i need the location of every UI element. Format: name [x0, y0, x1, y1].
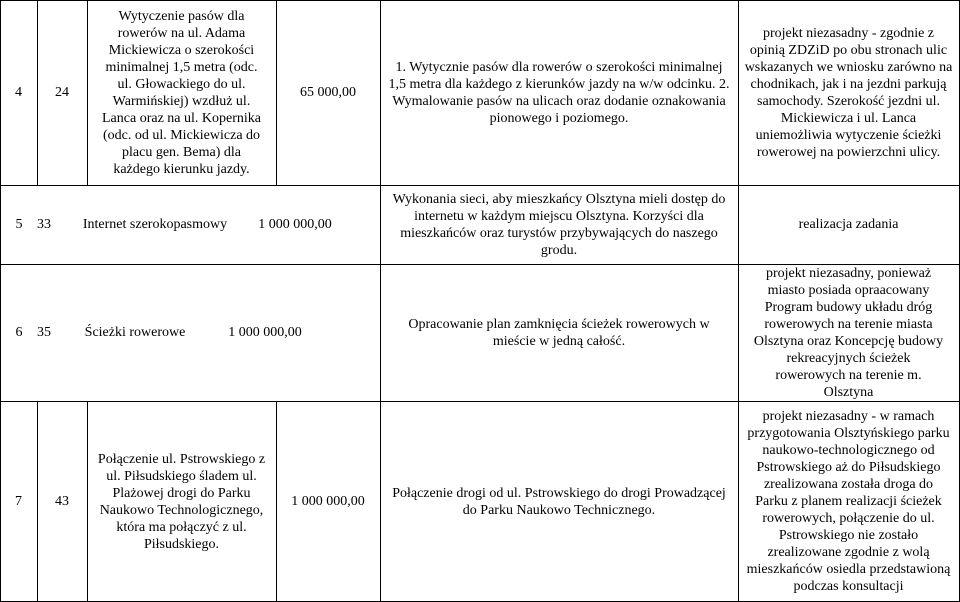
project-id: 24: [55, 85, 69, 100]
row-number: 5: [15, 217, 23, 232]
table-row: [380, 401, 738, 602]
table-row: [0, 0, 37, 185]
project-assessment: projekt niezasadny - zgodnie z opinią ZDZiD po obu stronach ulic wskazanych we wniosku zarówno na chodnikach, jak i na jezdni parkują samochody. Szerokość jezdni ul. Mickiewicza i ul. Lanca uniemożliwia wytyczenie ścieżki rowerowej na powierzchni ulicy.: [744, 25, 953, 160]
project-name: Ścieżki rowerowe: [84, 325, 186, 340]
project-assessment: projekt niezasadny - w ramach przygotowania Olsztyńskiego parku naukowo-technologicznego od Pstrowskiego aż do Piłsudskiego zrealizowana została droga do Parku z planem realizacji ścieżek rowerowych, połączenie do ul. Pstrowskiego nie zostało zrealizowane zgodnie z wolą mieszkańców osiedla przedstawioną podczas konsultacji: [746, 409, 951, 594]
table-row: [738, 264, 959, 401]
project-cost: 1 000 000,00: [228, 325, 302, 340]
table-row: [87, 401, 276, 602]
table-row: [380, 0, 738, 185]
table-row: [276, 0, 380, 185]
project-cost: 65 000,00: [300, 85, 356, 100]
table-row: [738, 0, 959, 185]
project-id: 35: [37, 325, 51, 340]
table-row: [37, 401, 87, 602]
project-name: Wytyczenie pasów dla rowerów na ul. Adama Mickiewicza o szerokości minimalnej 1,5 metra (odc. ul. Głowackiego do ul. Warmińskiej) wzdłuż ul. Lanca oraz na ul. Kopernika (odc. od ul. Mickiewicza do placu gen. Bema) dla każdego kierunku jazdy.: [102, 8, 261, 177]
table-row: [0, 264, 380, 401]
project-name: Internet szerokopasmowy: [82, 217, 228, 232]
project-description: Wykonania sieci, aby mieszkańcy Olsztyna mieli dostęp do internetu w każdym miejscu Olsztyna. Korzyści dla mieszkańców oraz turystów przybywających do naszego grodu.: [392, 191, 726, 258]
project-name: Połączenie ul. Pstrowskiego z ul. Piłsudskiego śladem ul. Plażowej drogi do Parku Naukowo Technologicznego, która ma połączyć z ul. Piłsudskiego.: [97, 451, 266, 552]
table-row: [380, 264, 738, 401]
project-assessment: realizacja zadania: [798, 217, 899, 232]
project-cost: 1 000 000,00: [291, 494, 365, 509]
table-row: [276, 401, 380, 602]
table-row: [0, 401, 37, 602]
table-row: [0, 185, 380, 264]
project-description: 1. Wytycznie pasów dla rowerów o szerokości minimalnej 1,5 metra dla każdego z kierunków jazdy na w/w odcinku. 2. Wymalowanie pasów na ulicach oraz dodanie oznakowania pionowego i poziomego.: [388, 59, 730, 126]
table-row: [380, 185, 738, 264]
table-row: [738, 185, 959, 264]
project-id: 43: [55, 494, 69, 509]
project-description: Połączenie drogi od ul. Pstrowskiego do drogi Prowadzącej do Parku Naukowo Technicznego.: [392, 485, 726, 518]
table-row: [738, 401, 959, 602]
row-number: 7: [15, 494, 22, 509]
table-row: [37, 0, 87, 185]
row-number: 4: [15, 85, 22, 100]
table-row: [87, 0, 276, 185]
project-cost: 1 000 000,00: [258, 217, 332, 232]
project-id: 33: [37, 217, 51, 232]
project-assessment: projekt niezasadny, ponieważ miasto posiada opraacowany Program budowy układu dróg rowerowych na terenie miasta Olsztyna oraz Koncepcję budowy rekreacyjnych ścieżek rowerowych na terenie m. Olsztyna: [753, 265, 944, 400]
row-number: 6: [15, 325, 23, 340]
project-description: Opracowanie plan zamknięcia ścieżek rowerowych w mieście w jedną całość.: [408, 316, 710, 349]
